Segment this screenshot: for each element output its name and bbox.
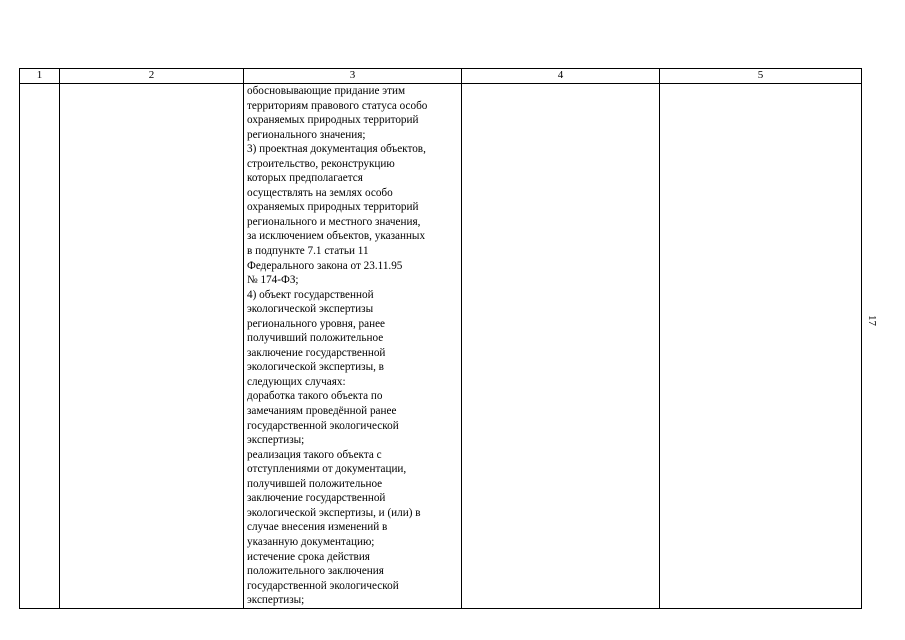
text-line: которых предполагается	[247, 172, 363, 185]
text-line: за исключением объектов, указанных	[247, 230, 426, 243]
table-header-row	[20, 69, 862, 84]
text-line: строительство, реконструкцию	[247, 157, 395, 170]
text-line: следующих случаях:	[247, 375, 346, 388]
text-line: экологической экспертизы	[247, 303, 374, 316]
cell-col-2	[60, 84, 244, 609]
text-line: Федерального закона от 23.11.95	[247, 259, 403, 272]
table-row	[20, 84, 862, 609]
text-line: 3) проектная документация объектов,	[247, 143, 426, 156]
text-line: замечаниям проведённой ранее	[247, 405, 397, 418]
text-line: государственной экологической	[247, 579, 399, 592]
text-line: осуществлять на землях особо	[247, 186, 393, 199]
text-line: территориям правового статуса особо	[247, 99, 428, 112]
text-line: в подпункте 7.1 статьи 11	[247, 245, 369, 258]
text-line: экспертизы;	[247, 434, 305, 447]
text-line: государственной экологической	[247, 419, 399, 432]
text-line: реализация такого объекта с	[247, 448, 382, 461]
text-line: положительного заключения	[247, 565, 384, 578]
text-line: регионального и местного значения,	[247, 215, 421, 228]
text-line: случае внесения изменений в	[247, 521, 388, 534]
text-line: заключение государственной	[247, 492, 386, 505]
text-line: 4) объект государственной	[247, 288, 374, 301]
cell-col-1	[20, 84, 60, 609]
document-table	[19, 68, 862, 609]
text-line: регионального значения;	[247, 128, 366, 141]
text-line: получивший положительное	[247, 332, 384, 345]
text-line: охраняемых природных территорий	[247, 201, 419, 214]
cell-col-3-text	[244, 84, 461, 608]
column-header-1: 1	[20, 69, 60, 84]
text-line: отступлениями от документации,	[247, 463, 407, 476]
column-header-3: 3	[244, 69, 462, 84]
text-line: № 174-ФЗ;	[247, 274, 299, 287]
cell-col-4	[462, 84, 660, 609]
column-header-2: 2	[60, 69, 244, 84]
cell-col-3	[244, 84, 462, 609]
text-line: обосновывающие придание этим	[247, 85, 406, 97]
text-line: получившей положительное	[247, 477, 383, 490]
text-line: заключение государственной	[247, 346, 386, 359]
text-line: экспертизы;	[247, 594, 305, 607]
text-line: регионального уровня, ранее	[247, 317, 386, 330]
page-number: 17	[866, 315, 878, 326]
cell-col-5	[660, 84, 862, 609]
column-header-4: 4	[462, 69, 660, 84]
text-line: истечение срока действия	[247, 550, 370, 563]
text-line: экологической экспертизы, в	[247, 361, 384, 374]
text-line: доработка такого объекта по	[247, 390, 383, 403]
text-line: указанную документацию;	[247, 535, 375, 548]
text-line: охраняемых природных территорий	[247, 114, 419, 127]
column-header-5: 5	[660, 69, 862, 84]
text-line: экологической экспертизы, и (или) в	[247, 506, 421, 519]
